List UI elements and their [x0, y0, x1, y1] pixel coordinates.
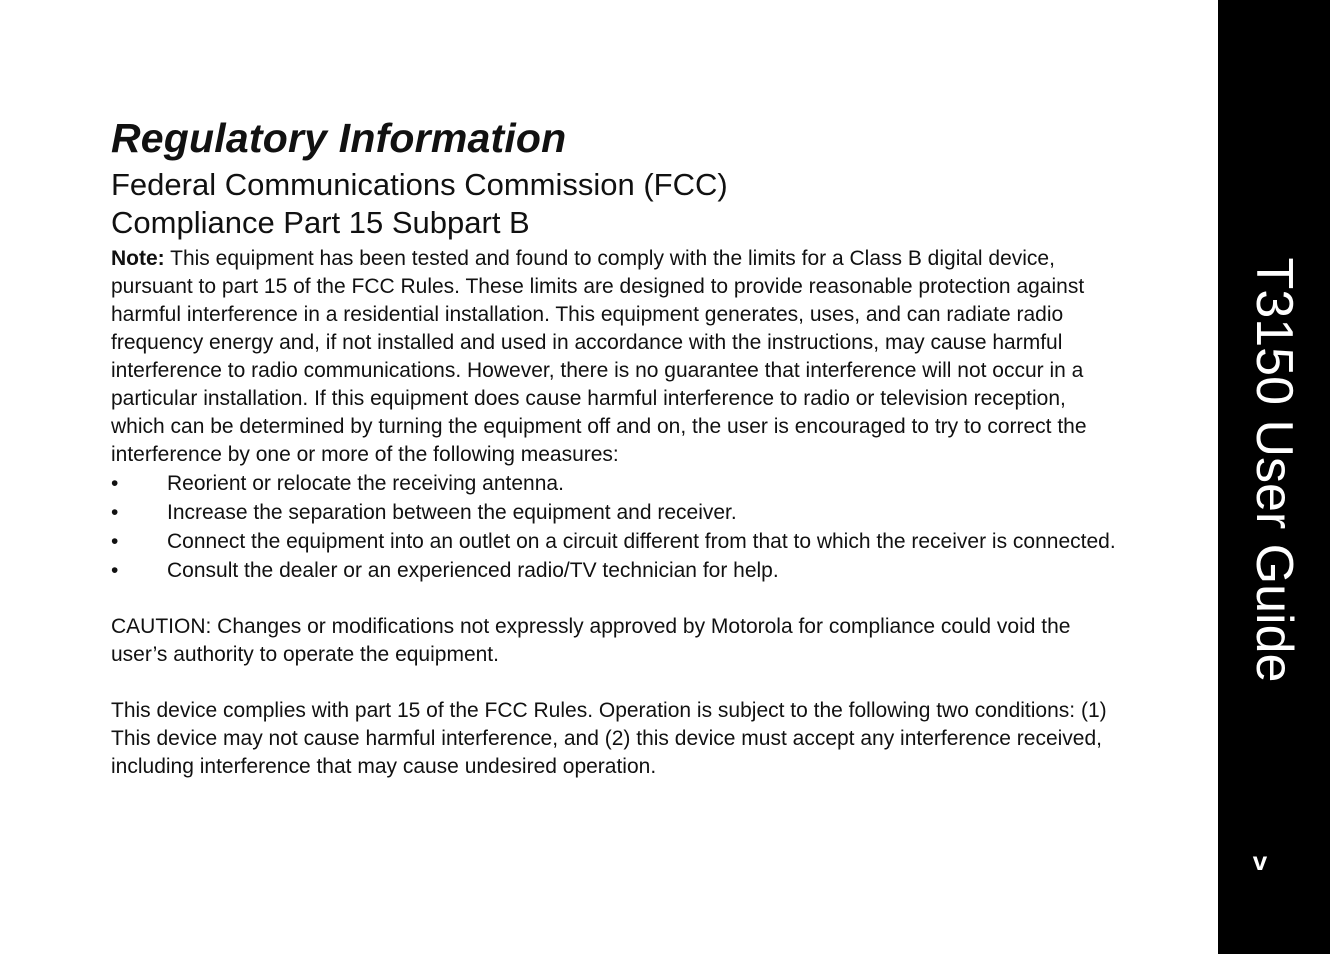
- guide-title: T3150 User Guide: [1245, 257, 1303, 683]
- bullet-icon: •: [111, 530, 119, 553]
- list-item: [111, 499, 1116, 527]
- section-heading: [111, 166, 1116, 242]
- note-label: Note:: [111, 247, 165, 270]
- section-heading-line1: Federal Communications Commission (FCC): [111, 167, 728, 202]
- list-item: [111, 557, 1116, 585]
- bullet-icon: •: [111, 501, 119, 524]
- page-title: Regulatory Information: [111, 115, 567, 161]
- sidebar-tab: [1218, 0, 1330, 954]
- list-item: [111, 528, 1116, 556]
- list-item-text: Reorient or relocate the receiving antenna.: [167, 472, 564, 495]
- page-number: v: [1252, 846, 1268, 876]
- page-content: [111, 112, 1116, 781]
- caution-paragraph: CAUTION: Changes or modifications not expressly approved by Motorola for compliance could void the user’s authority to operate the equipment.: [111, 615, 1071, 666]
- bullet-icon: •: [111, 472, 119, 495]
- list-item: [111, 470, 1116, 498]
- note-paragraph: [111, 245, 1116, 469]
- section-heading-line2: Compliance Part 15 Subpart B: [111, 205, 530, 240]
- compliance-paragraph: This device complies with part 15 of the FCC Rules. Operation is subject to the following two conditions: (1) This device may not cause harmful interference, and (2) this device must accept any interference received, including interference that may cause undesired operation.: [111, 699, 1107, 778]
- list-item-text: Consult the dealer or an experienced radio/TV technician for help.: [167, 559, 779, 582]
- list-item-text: Increase the separation between the equipment and receiver.: [167, 501, 737, 524]
- bullet-icon: •: [111, 559, 119, 582]
- note-text: This equipment has been tested and found to comply with the limits for a Class B digital device, pursuant to part 15 of the FCC Rules. These limits are designed to provide reasonable protection against harmful interference in a residential installation. This equipment generates, uses, and can radiate radio frequency energy and, if not installed and used in accordance with the instructions, may cause harmful interference to radio communications. However, there is no guarantee that interference will not occur in a particular installation. If this equipment does cause harmful interference to radio or television reception, which can be determined by turning the equipment off and on, the user is encouraged to try to correct the interference by one or more of the following measures:: [111, 247, 1087, 466]
- measures-list: [111, 470, 1116, 585]
- list-item-text: Connect the equipment into an outlet on a circuit different from that to which the receiver is connected.: [167, 530, 1116, 553]
